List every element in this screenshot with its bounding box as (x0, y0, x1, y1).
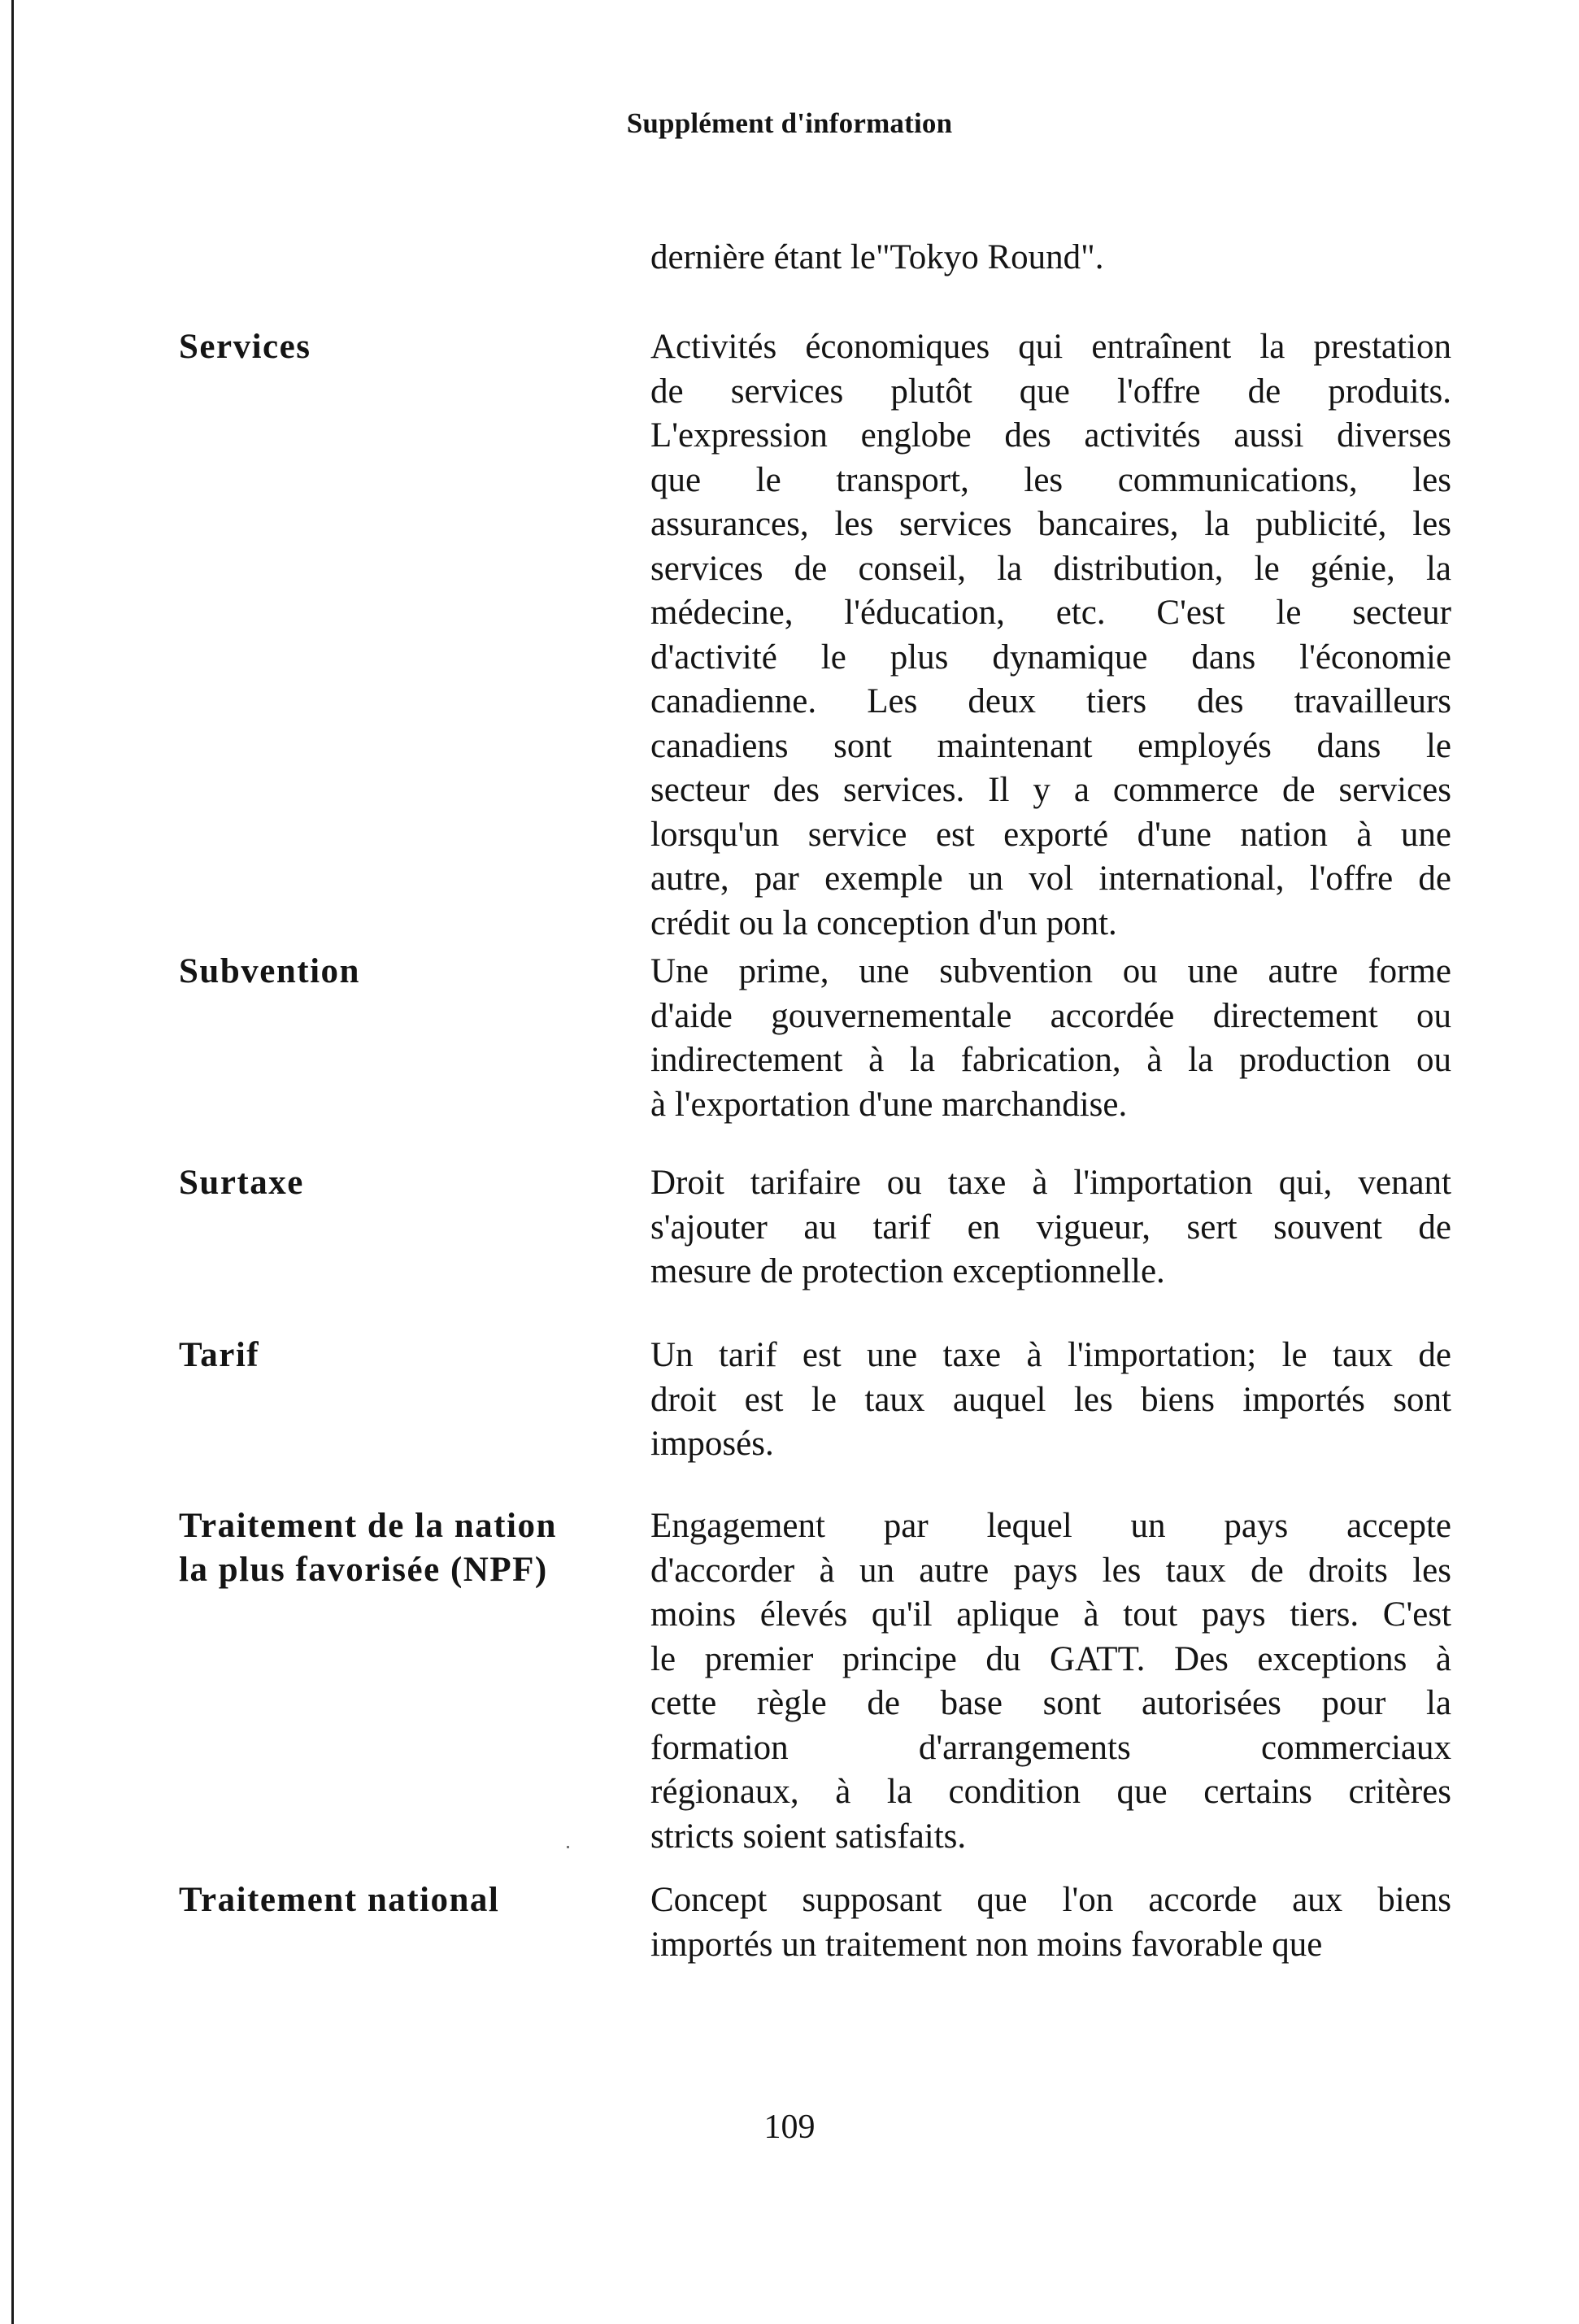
definition-line: d'activité le plus dynamique dans l'économie (650, 638, 1451, 677)
page-number: 109 (763, 2109, 816, 2146)
glossary-term (179, 1161, 634, 1205)
definition-line: à l'exportation d'une marchandise. (650, 1085, 1128, 1124)
glossary-term-line: Traitement national (179, 1881, 500, 1919)
glossary-term-line: Tarif (179, 1336, 260, 1374)
definition-line: crédit ou la conception d'un pont. (650, 903, 1117, 942)
definition-line: services de conseil, la distribution, le génie, la (650, 549, 1451, 588)
definition-line: de services plutôt que l'offre de produits. (650, 372, 1451, 411)
glossary-term (179, 1334, 634, 1377)
definition-line: Concept supposant que l'on accorde aux biens (650, 1881, 1451, 1919)
definition-line: moins élevés qu'il aplique à tout pays tiers. C'est (650, 1595, 1451, 1634)
glossary-definition (650, 1334, 1451, 1467)
glossary-definition (650, 325, 1451, 946)
definition-line: lorsqu'un service est exporté d'une nation à une (650, 815, 1451, 854)
glossary-term (179, 1504, 634, 1592)
definition-line: L'expression englobe des activités aussi diverses (650, 416, 1451, 455)
definition-line: que le transport, les communications, les (650, 460, 1451, 499)
definition-line: formation d'arrangements commerciaux (650, 1728, 1451, 1767)
glossary-term (179, 325, 634, 369)
definition-line: médecine, l'éducation, etc. C'est le secteur (650, 594, 1451, 632)
definition-line: assurances, les services bancaires, la publicité, les (650, 505, 1451, 543)
definition-line: le premier principe du GATT. Des exceptions à (650, 1639, 1451, 1678)
definition-line: Une prime, une subvention ou une autre forme (650, 952, 1451, 990)
glossary-term-line: Traitement de la nation (179, 1507, 557, 1545)
definition-line: cette règle de base sont autorisées pour la (650, 1684, 1451, 1722)
definition-line: imposés. (650, 1425, 774, 1463)
running-header: Supplément d'information (626, 107, 953, 139)
definition-line: mesure de protection exceptionnelle. (650, 1252, 1165, 1290)
continued-definition-text: dernière étant le"Tokyo Round". (650, 238, 1104, 276)
glossary-definition (650, 950, 1451, 1127)
definition-line: canadiens sont maintenant employés dans le (650, 726, 1451, 765)
definition-line: canadienne. Les deux tiers des travailleurs (650, 682, 1451, 720)
definition-line: Un tarif est une taxe à l'importation; le taux de (650, 1336, 1451, 1374)
definition-line: Activités économiques qui entraînent la prestation (650, 328, 1451, 366)
page-edge-line (11, 0, 14, 2324)
scan-speck (567, 1846, 569, 1848)
definition-line: autre, par exemple un vol international, l'offre de (650, 860, 1451, 898)
glossary-term-line: la plus favorisée (NPF) (179, 1551, 548, 1589)
glossary-definition (650, 1878, 1451, 1967)
definition-line: secteur des services. Il y a commerce de services (650, 771, 1451, 809)
definition-line: Droit tarifaire ou taxe à l'importation qui, venant (650, 1164, 1451, 1202)
glossary-term (179, 1878, 634, 1922)
definition-line: d'aide gouvernementale accordée directement ou (650, 996, 1451, 1035)
glossary-definition (650, 1161, 1451, 1295)
definition-line: régionaux, à la condition que certains critères (650, 1773, 1451, 1811)
definition-line: droit est le taux auquel les biens importés sont (650, 1380, 1451, 1419)
glossary-definition (650, 1504, 1451, 1859)
glossary-term (179, 950, 634, 994)
definition-line: indirectement à la fabrication, à la production ou (650, 1041, 1451, 1079)
definition-line: Engagement par lequel un pays accepte (650, 1507, 1451, 1545)
definition-line: stricts soient satisfaits. (650, 1817, 967, 1856)
glossary-term-line: Services (179, 328, 311, 366)
glossary-term-line: Subvention (179, 952, 360, 990)
definition-line: s'ajouter au tarif en vigueur, sert souvent de (650, 1208, 1451, 1247)
definition-line: importés un traitement non moins favorable que (650, 1925, 1323, 1964)
definition-line: d'accorder à un autre pays les taux de droits les (650, 1551, 1451, 1590)
glossary-term-line: Surtaxe (179, 1164, 304, 1202)
